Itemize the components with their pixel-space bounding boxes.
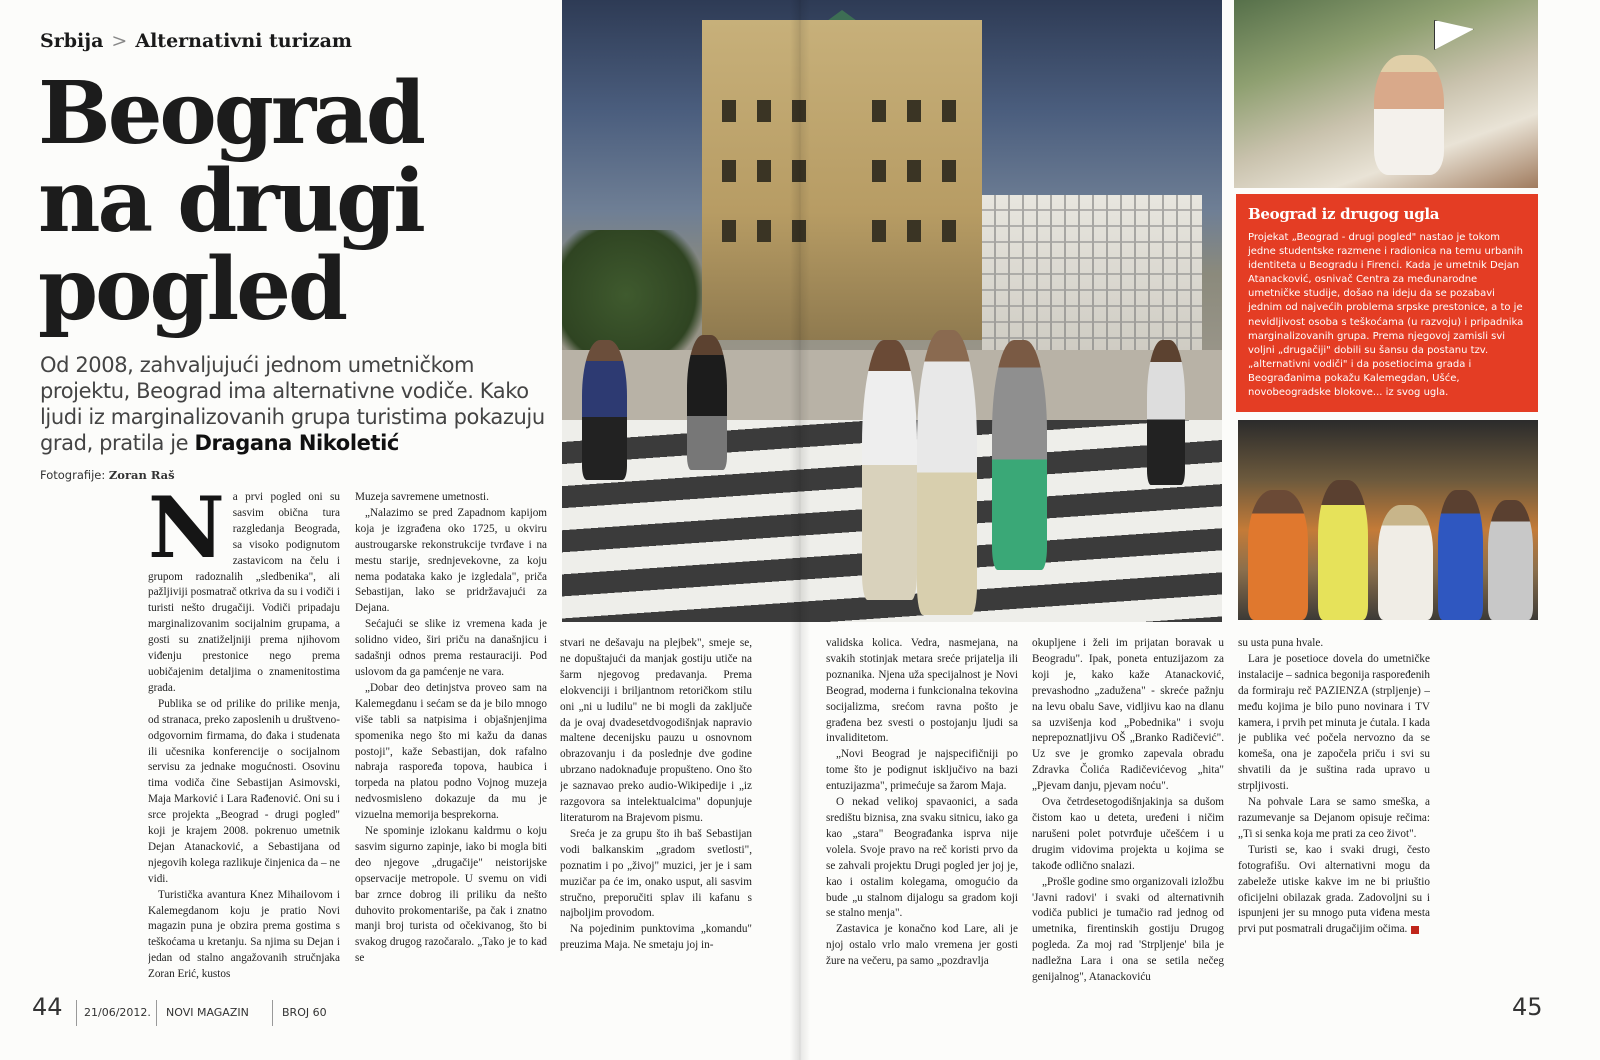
paragraph: Muzeja savremene umetnosti.: [355, 491, 489, 503]
issue-date: 21/06/2012.: [84, 1006, 151, 1019]
paragraph: Publika se od prilike do prilike menja, od stranaca, preko zaposlenih u društveno-odgovornim firmama, do đaka i studenata ili učesnika konferencije o socijalnom servisu za jednake mogućnosti. Osovinu tima vodiča čine Sebastijan Asimovski, Maja Marković i Lara Rađenović. Oni su i srce projekta „Beograd - drugi pogled" koji je krajem 2008. pokrenuo umetnik Dejan Atanacković, a Sebastijana od njegovih kolega razlikuje činjenica da – ne vidi.: [148, 697, 340, 885]
sidebar-title: Beograd iz drugog ugla: [1248, 205, 1440, 223]
window: [872, 100, 886, 122]
tourist: [1318, 480, 1368, 620]
paragraph: Ova četrdesetogodišnjakinja sa dušom čistom kao u deteta, uređeni i ničim narušeni polet potvrđuje učešćem i u drugim vidovima projekta u kojima se takođe odlično snalazi.: [1032, 796, 1224, 872]
breadcrumb-section[interactable]: Srbija: [40, 30, 104, 52]
article-lead: [40, 352, 560, 456]
footer-divider: [156, 1000, 157, 1026]
building-facade: [982, 195, 1202, 350]
paragraph: „Nalazimo se pred Zapadnom kapijom koja je izgrađena oko 1725, u okviru austrougarske rekonstrukcije tvrđave i na mestu starije, srednjevekovne, za koju nema podataka kako je izgledala", priča Sebastijan, lako se pridržavajući za Dejana.: [355, 506, 547, 615]
body-column-2: [355, 490, 547, 990]
paragraph: Lara je posetioce dovela do umetničke instalacije – sadnica begonija raspoređenih da formiraju reč PAZIENZA (strpljenje) – među kojima je bilo puno novinara i TV kamera, i prvih pet minuta je ćutala. I kada je publika već počela nervozno da se komeša, ona je započela priču i svi su shvatili da je suština rada upravo u strpljivosti.: [1238, 652, 1430, 793]
breadcrumb-separator: >: [111, 30, 128, 52]
paragraph: O nekad velikoj spavaonici, a sada središtu biznisa, zna svaku sitnicu, iako ga kao „stara" Beograđanka isprva nije volela. Svoje pravo na reč koristi prvo da se zahvali projektu Drugi pogled jer joj je, kao i ostalim kolegama, omogućio da bude „u stalnom dijalogu sa gradom koji se stalno menja".: [826, 796, 1018, 920]
paragraph: su usta puna hvale.: [1238, 637, 1324, 649]
window: [907, 160, 921, 182]
tourist: [1378, 505, 1433, 620]
sidebar-text: Projekat „Beograd - drugi pogled" nastao je tokom jedne studentske razmene i radionica na temu urbanih identiteta u Beogradu i Firenci. Kada je umetnik Dejan Atanacković, osnivač Centra za međunarodne umetničke studije, došao na ideju da se pozabavi jednim od najvećih problema srpske prestonice, a to je nevidljivost osoba s teškoćama (u razvoju) i pripadnika marginalizovanih grupa. Prema njegovoj zamisli svi voljni „drugačiji" dobili su šansu da postanu tzv. „alternativni vodiči" i da posetiocima grada i Beograđanima pokažu Kalemegdan, Ušće, novobeogradske blokove... iz svog ugla.: [1248, 232, 1524, 399]
pedestrian: [862, 340, 917, 600]
magazine-name: NOVI MAGAZIN: [166, 1006, 249, 1019]
pedestrian: [992, 340, 1047, 570]
title-line-3: pogled: [38, 239, 346, 340]
paragraph: validska kolica. Vedra, nasmejana, na svakih stotinjak metara sreće prijatelja ili poznanika. Njena uža specijalnost je Novi Beograd, moderna i funkcionalna tekovina socijalizma, srećom ravna pošto je građena bez svesti o postojanju ljudi sa invaliditetom.: [826, 637, 1018, 745]
photo-tour-group[interactable]: [1238, 420, 1538, 620]
window: [757, 160, 771, 182]
photographer-name: Zoran Raš: [108, 468, 175, 482]
pedestrian: [582, 340, 627, 480]
body-column-5: [1032, 636, 1224, 990]
footer-divider: [76, 1000, 77, 1026]
body-column-1: [148, 490, 340, 990]
page-gutter: [790, 0, 810, 1060]
title-line-1: Beograd: [38, 63, 424, 164]
issue-number: BROJ 60: [282, 1006, 327, 1019]
paragraph: Sećajući se slike iz vremena kada je solidno video, širi priču na današnjicu i sadašnji odnos prema restauraciji. Pod uslovom da ga pamćenje ne vara.: [355, 618, 547, 678]
paragraph: [1238, 843, 1430, 938]
paragraph-text: Turisti se, kao i svaki drugi, često fotografišu. Ovi alternativni mogu da zabeleže utiske kakve im ne bi priuštio oficijelni obilazak grada. Zadovoljni su i ispunjeni jer su mnogo puta viđena mesta prvi put posmatrali drugačijim očima.: [1238, 843, 1430, 936]
article-title: [38, 63, 558, 340]
guide-figure: [1374, 55, 1444, 175]
paragraph: „Novi Beograd je najspecifičniji po tome što je podignut isključivo na bazi entuzijazma", primećuje sa žarom Maja.: [826, 748, 1018, 793]
author-name: Dragana Nikoletić: [194, 431, 399, 455]
photo-guide-with-flag[interactable]: [1234, 0, 1538, 188]
paragraph: Zastavica je konačno kod Lare, ali je njoj ostalo vrlo malo vremena jer gosti žure na večeru, pa samo „pozdravlja: [826, 923, 1018, 968]
pedestrian: [687, 335, 727, 470]
window: [872, 160, 886, 182]
window: [722, 100, 736, 122]
paragraph: Na pohvale Lara se samo smeška, a razumevanje sa Dejanom opisuje rečima: „Ti si senka koja me prati za ceo život".: [1238, 796, 1430, 840]
end-mark-icon: [1411, 926, 1419, 934]
flag-icon: [1434, 20, 1474, 50]
body-column-4: [826, 636, 1018, 990]
window: [722, 220, 736, 242]
main-photo-crosswalk[interactable]: [562, 0, 1222, 622]
tourist: [1248, 490, 1308, 620]
paragraph: Sreća je za grupu što ih baš Sebastijan vodi balkanskim „gradom svetlosti", poznatim i po „živoj" muzici, jer je i sam muzičar pa će im, onako usput, ali sasvim stručno, preporučiti splav ili kafanu s najboljim provodom.: [560, 827, 752, 920]
paragraph: Ne spominje izlokanu kaldrmu o koju sasvim sigurno zapinje, iako bi mogla biti deo njegove „drugačije" neistorijske opservacije metropole. U svemu on vidi bar zrnce dobrog ili priliku da nešto duhovito prokomentariše, pa čak i znatno manji broj turista od očekivanog, što bi svakog drugog razočaralo. „Tako je to kad se: [355, 825, 547, 965]
photo-credit: [40, 468, 175, 482]
title-line-2: na drugi: [38, 151, 423, 252]
paragraph: Turistička avantura Knez Mihailovom i Kalemegdanom koju je pratio Novi magazin puna je obzira prema gostima s teškoćama u kretanju. Sa njima su Dejan i jedan od stalno angažovanih stručnjaka Zoran Erić, kustos: [148, 888, 340, 981]
footer-divider: [272, 1000, 273, 1026]
tourist: [1438, 490, 1483, 620]
window: [757, 100, 771, 122]
pedestrian: [917, 330, 977, 615]
body-column-3: [560, 636, 752, 990]
page-number-right: 45: [1512, 993, 1543, 1021]
tourist: [1488, 500, 1533, 620]
breadcrumb: [40, 30, 352, 52]
hotel-building: [702, 20, 982, 340]
breadcrumb-current[interactable]: Alternativni turizam: [135, 30, 353, 52]
window: [942, 160, 956, 182]
window: [942, 100, 956, 122]
paragraph: a prvi pogled oni su sasvim obična tura razgledanja Beograda, sa visoko podignutom zastavicom na čelu i grupom radoznalih „sledbenika", ali pažljiviji posmatrač otkriva da su i vodiči i turisti nešto drugačiji. Vodiči pripadaju marginalizovanim socijalnim grupama, a gosti su znatiželjniji prema njihovom viđenju prestonice nego prema uobičajenim detaljima o znamenitostima grada.: [148, 491, 340, 694]
body-column-6: [1238, 636, 1430, 990]
sidebar-box: [1236, 194, 1538, 412]
modern-building: [982, 195, 1202, 350]
window: [722, 160, 736, 182]
page-number-left: 44: [32, 993, 63, 1021]
paragraph: „Dobar deo detinjstva proveo sam na Kalemegdanu i sećam se da je bilo mnogo više tabli sa natpisima i objašnjenjima spomenika nego što mi kažu da danas postoji", kaže Sebastijan, dok rafalno nabraja raspoređa topova, haubica i torpeda na platou podno Vojnog muzeja nedvosmisleno dokazuje da mu je vizuelna memorija besprekorna.: [355, 681, 547, 822]
window: [757, 220, 771, 242]
lead-text: Od 2008, zahvaljujući jednom umetničkom projektu, Beograd ima alternativne vodiče. Kako ljudi iz marginalizovanih grupa turistima pokazuju grad, pratila je: [40, 353, 545, 455]
window: [872, 220, 886, 242]
paragraph: „Prošle godine smo organizovali izložbu 'Javni radovi' i svaki od alternativnih vodiča publici je tumačio rad jednog od umetnika, firentinskih gostiju Drugog pogleda. Za moj rad 'Strpljenje' bila je nadležna Lara i ona se setila nečeg genijalnog", Atanackoviću: [1032, 875, 1224, 984]
pedestrian: [1147, 340, 1185, 485]
window: [942, 220, 956, 242]
paragraph: okupljene i želi im prijatan boravak u Beogradu". Ipak, poneta entuzijazom za koji je, kako kaže Atanacković, prevashodno „zadužena" - skreće pažnju na levu obalu Save, vidljivu kao na dlanu sa uzvišenja kod „Pobednika" i svoju neprepoznatljivu OŠ „Branko Radičević". Uz sve je gromko zapevala obradu Zdravka Čolića Radičevićevog „hita" „Pjevam danju, pjevam noću".: [1032, 637, 1224, 793]
photo-credit-label: Fotografije:: [40, 468, 106, 482]
window: [907, 100, 921, 122]
paragraph: stvari ne dešavaju na plejbek", smeje se, ne dopuštajući da manjak gostiju utiče na šarm njegovog predavanja. Prema elokvenciji i briljantnom retoričkom stilu oni „ni u ludilu" ne bi mogli da zaključe da je ovaj dvadesetdvogodišnjak napravio maltene decenijsku pauzu u osnovnom obrazovanju i da poslednje dve godine ubrzano nadoknađuje propušteno. Ono što je saznavao preko audio-Wikipedije i „iz razgovora sa intelektualcima" dopunjuje literaturom na Brajevom pismu.: [560, 637, 752, 824]
paragraph: Na pojedinim punktovima „komandu" preuzima Maja. Ne smetaju joj in-: [560, 923, 752, 952]
drop-cap: N: [148, 490, 225, 577]
window: [907, 220, 921, 242]
